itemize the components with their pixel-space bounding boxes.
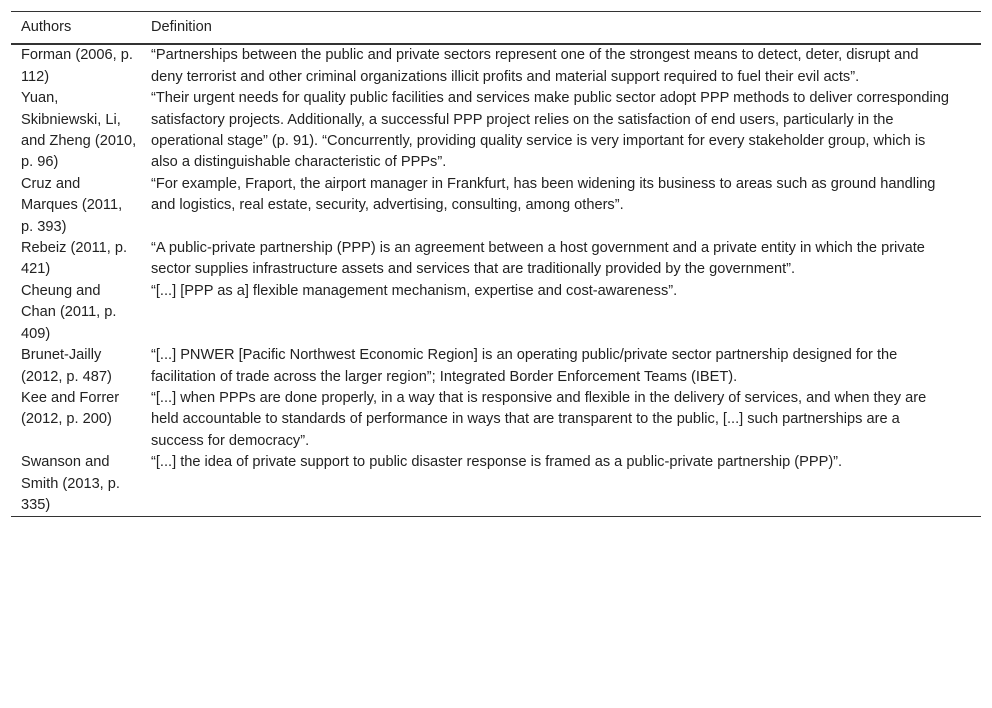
definitions-table-container (11, 11, 981, 517)
author-cell: Kee and Forrer (2012, p. 200) (21, 389, 120, 428)
table-body (11, 44, 981, 516)
table-row (11, 452, 981, 517)
table-row (11, 345, 981, 388)
author-cell: Brunet-Jailly (2012, p. 487) (21, 347, 112, 385)
table-row (11, 44, 981, 88)
author-cell: Cheung and Chan (2011, p. 409) (21, 282, 117, 342)
authors-column-header: Authors (11, 12, 141, 45)
definition-cell: “A public-private partnership (PPP) is an agreement between a host government and a private entity in which the private sector supplies infrastructure assets and services that are traditionally provided by the government”. (151, 240, 925, 278)
definition-cell: “Their urgent needs for quality public facilities and services make public sector adopt PPP methods to deliver corresponding satisfactory projects. Additionally, a successful PPP project relies on the satisfaction of end users, particularly in the operational stage” (p. 91). “Concurrently, providing quality service is very important for every stakeholder group, which is also a distinguishable characteristic of PPPs”. (151, 90, 949, 171)
table-row (11, 281, 981, 345)
definition-cell: “[...] when PPPs are done properly, in a way that is responsive and flexible in the delivery of services, and when they are held accountable to standards of performance in ways that are transparent to the public, [...] such partnerships are a success for democracy”. (151, 389, 927, 449)
definitions-table (11, 11, 981, 517)
definition-column-header: Definition (141, 12, 981, 45)
definition-cell: “[...] [PPP as a] flexible management mechanism, expertise and cost-awareness”. (151, 282, 678, 299)
table-row (11, 238, 981, 281)
author-cell: Yuan, Skibniewski, Li, and Zheng (2010, p. 96) (21, 90, 137, 171)
table-row (11, 388, 981, 452)
author-cell: Swanson and Smith (2013, p. 335) (11, 452, 141, 517)
header-row (11, 12, 981, 45)
table-row (11, 88, 981, 174)
definition-cell: “Partnerships between the public and private sectors represent one of the strongest means to detect, deter, disrupt and deny terrorist and other criminal organizations illicit profits and material support required to fuel their evil acts”. (151, 47, 919, 85)
author-cell: Forman (2006, p. 112) (21, 47, 133, 85)
author-cell: Rebeiz (2011, p. 421) (21, 240, 128, 278)
definition-cell: “[...] the idea of private support to public disaster response is framed as a public-private partnership (PPP)”. (141, 452, 981, 517)
table-header (11, 12, 981, 45)
author-cell: Cruz and Marques (2011, p. 393) (21, 175, 123, 235)
definition-cell: “For example, Fraport, the airport manager in Frankfurt, has been widening its business to areas such as ground handling and logistics, real estate, security, advertising, consulting, among others”. (151, 175, 936, 214)
table-row (11, 174, 981, 238)
definition-cell: “[...] PNWER [Pacific Northwest Economic Region] is an operating public/private sector partnership designed for the facilitation of trade across the larger region”; Integrated Border Enforcement Teams (IBET). (151, 347, 898, 385)
